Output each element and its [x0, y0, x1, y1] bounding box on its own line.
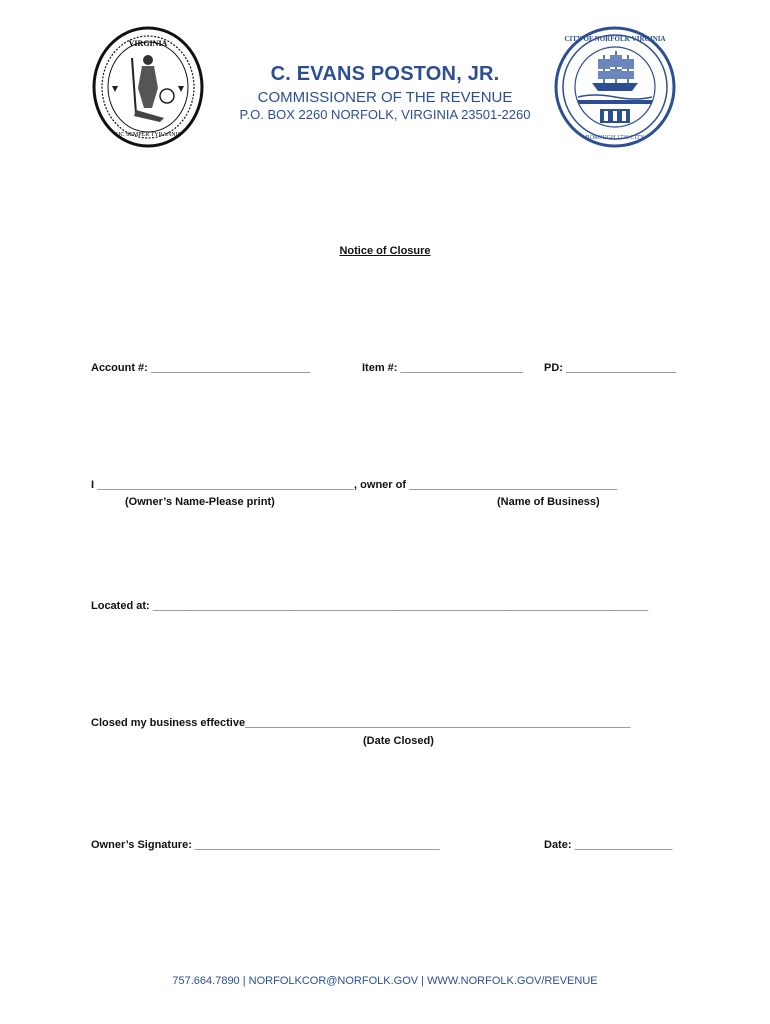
- account-number-field[interactable]: Account #: __________________________: [91, 362, 310, 374]
- footer-contact: 757.664.7890 | NORFOLKCOR@NORFOLK.GOV | WWW.NORFOLK.GOV/REVENUE: [172, 975, 598, 987]
- item-number-field[interactable]: Item #: ____________________: [362, 362, 523, 374]
- owner-signature-field[interactable]: Owner’s Signature: ________________________________________: [91, 839, 440, 851]
- virginia-seal-icon: [92, 26, 204, 148]
- signature-date-field[interactable]: Date: ________________: [544, 839, 673, 851]
- office-title: COMMISSIONER OF THE REVENUE: [257, 89, 513, 106]
- seal-right-top-text: CITY OF NORFOLK VIRGINIA: [564, 35, 666, 43]
- form-title-text: Notice of Closure: [339, 245, 431, 257]
- business-name-caption: (Name of Business): [497, 496, 600, 508]
- pd-field[interactable]: PD: __________________: [544, 362, 677, 374]
- date-closed-caption: (Date Closed): [363, 735, 434, 747]
- location-field[interactable]: Located at: _________________________________________________________________________________: [91, 600, 649, 612]
- form-title: [0, 245, 770, 257]
- commissioner-name: C. EVANS POSTON, JR.: [270, 63, 500, 85]
- seal-right-bottom-text: BOROUGH 1736 CITY: [585, 135, 645, 141]
- owner-business-line[interactable]: I __________________________________________, owner of __________________________________: [91, 479, 618, 491]
- owner-name-caption: (Owner’s Name-Please print): [125, 496, 275, 508]
- mailing-address: P.O. BOX 2260 NORFOLK, VIRGINIA 23501-2260: [239, 107, 531, 122]
- seal-left-top-text: VIRGINIA: [128, 39, 168, 48]
- norfolk-city-seal-icon: [554, 25, 676, 149]
- closed-date-field[interactable]: Closed my business effective_______________________________________________________________: [91, 717, 631, 729]
- seal-left-bottom-text: SIC SEMPER TYRANNIS: [115, 132, 181, 138]
